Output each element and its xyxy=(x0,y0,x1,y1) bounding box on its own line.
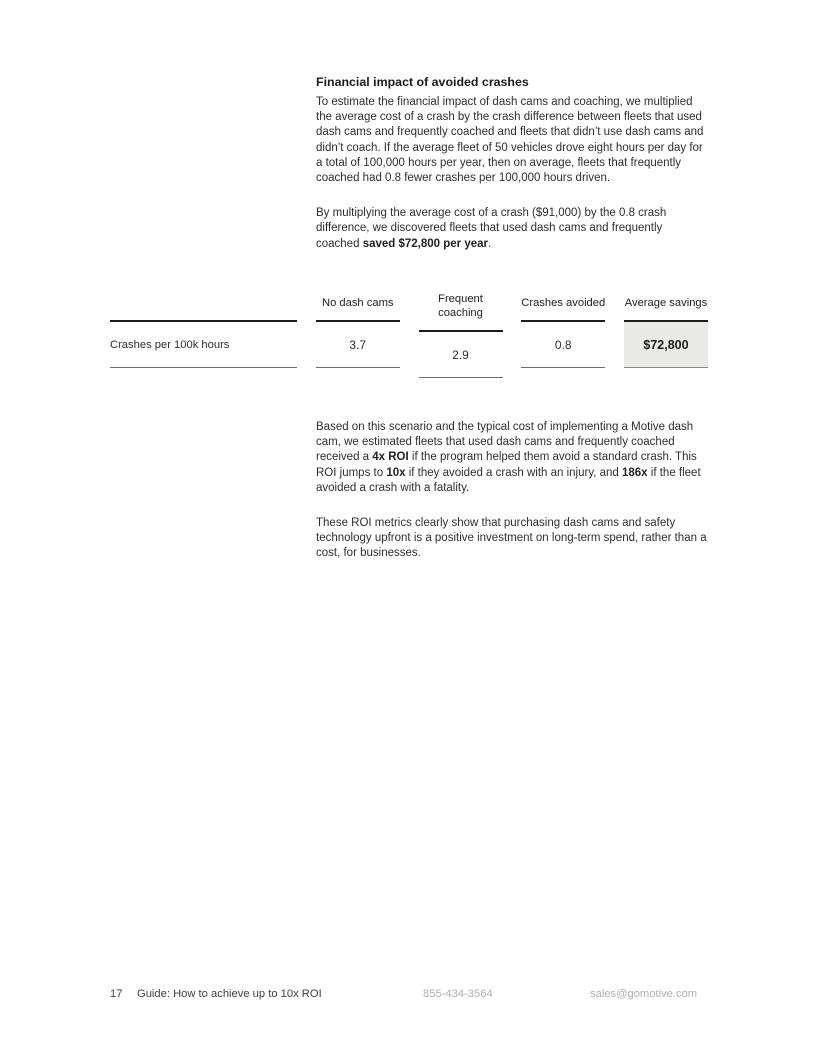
table-header: No dash cams xyxy=(321,297,394,309)
footer-phone: 855-434-3564 xyxy=(423,988,493,1000)
footer-email: sales@gomotive.com xyxy=(590,988,698,1000)
crashes-roi-table xyxy=(110,292,708,378)
table-column-no-dash-cams xyxy=(316,292,400,378)
table-column-crashes-avoided xyxy=(521,292,605,378)
paragraph: These ROI metrics clearly show that purchasing dash cams and safety technology upfront is a positive investment on long-term spend, rather than a cost, for businesses. xyxy=(316,517,707,560)
footer-left xyxy=(110,988,322,1000)
paragraph: To estimate the financial impact of dash cams and coaching, we multiplied the average cost of a crash by the crash difference between fleets that used dash cams and frequently coached and fleets that didn’t use dash cams and didn’t coach. If the average fleet of 50 vehicles drove eight hours per day for a total of 100,000 hours per year, then on average, fleets that frequently coached had 0.8 fewer crashes per 100,000 hours driven. xyxy=(316,96,704,185)
table-cell: 0.8 xyxy=(521,320,605,368)
page-number: 17 xyxy=(110,988,123,1000)
table-cell: 3.7 xyxy=(316,320,400,368)
table-header: Crashes avoided xyxy=(521,297,606,309)
table-column-row-label xyxy=(110,292,297,378)
table-cell-highlighted: $72,800 xyxy=(624,320,708,368)
section-roi-conclusion xyxy=(316,420,710,582)
table-header: Frequent coaching xyxy=(438,293,483,319)
table-row-label: Crashes per 100k hours xyxy=(110,320,297,368)
table-header: Average savings xyxy=(624,297,708,309)
paragraph: Based on this scenario and the typical cost of implementing a Motive dash cam, we estimated fleets that used dash cams and frequently coached received a 4x ROI if the program helped them avoid a standard crash. This ROI jumps to 10x if they avoided a crash with an injury, and 186x if the fleet avoided a crash with a fatality. xyxy=(316,421,701,494)
table-header-empty xyxy=(110,292,297,320)
section-heading: Financial impact of avoided crashes xyxy=(316,75,529,89)
footer-doc-title: Guide: How to achieve up to 10x ROI xyxy=(137,988,322,1000)
table-column-frequent-coaching xyxy=(419,292,503,378)
table-cell: 2.9 xyxy=(419,330,503,378)
page-footer xyxy=(0,988,816,1004)
paragraph: By multiplying the average cost of a crash ($91,000) by the 0.8 crash difference, we discovered fleets that used dash cams and frequently coached saved $72,800 per year. xyxy=(316,207,667,250)
table-column-average-savings xyxy=(624,292,708,378)
section-financial-impact xyxy=(316,74,708,272)
